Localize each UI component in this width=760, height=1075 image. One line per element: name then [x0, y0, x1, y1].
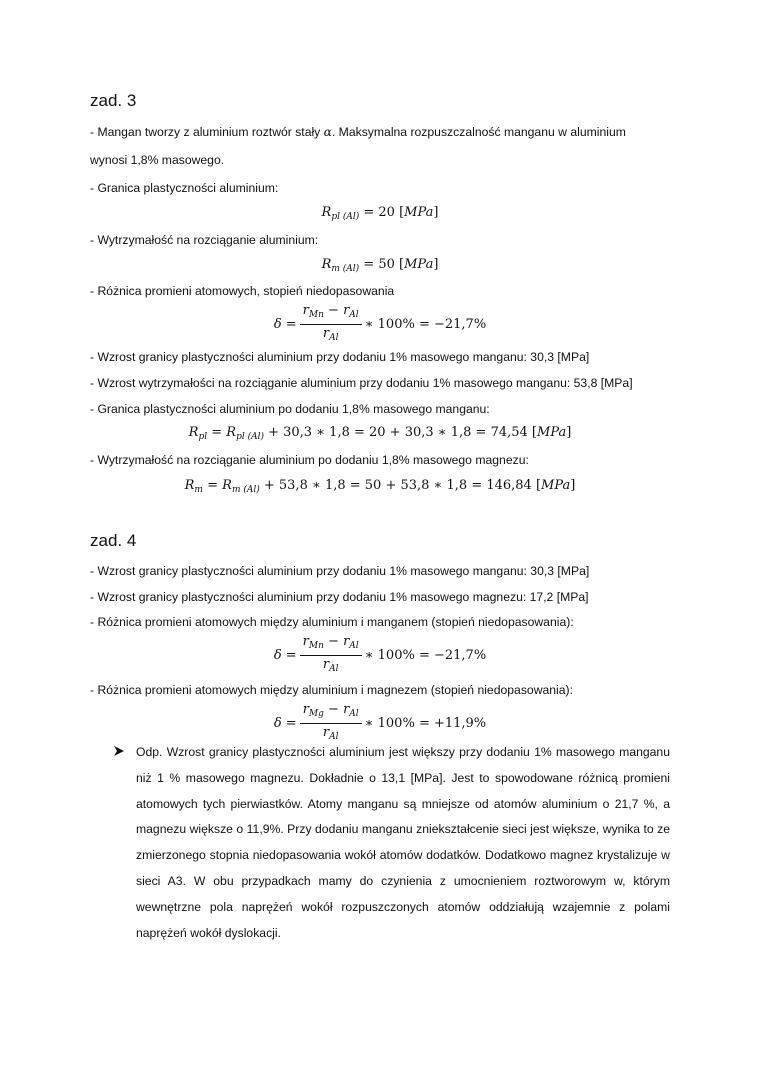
r-symbol: r: [302, 303, 309, 318]
r-symbol: r: [322, 657, 330, 672]
minus-sign: −: [323, 303, 344, 318]
zad4-line-3: - Różnica promieni atomowych między aluminium i manganem (stopień niedopasowania):: [90, 615, 574, 629]
fraction: [300, 303, 362, 346]
zad3-line-8: - Granica plastyczności aluminium po dodaniu 1,8% masowego manganu:: [90, 402, 490, 416]
fraction-denominator: [320, 325, 342, 346]
minus-sign: −: [323, 634, 344, 649]
r-symbol: r: [343, 634, 350, 649]
eq-symbol: R: [226, 425, 237, 440]
zad4-line-2: - Wzrost granicy plastyczności aluminium przy dodaniu 1% masowego magnezu: 17,2 [MPa]: [90, 590, 589, 604]
r-subscript: Al: [349, 310, 359, 320]
equation-delta-mg: [0, 702, 760, 745]
fraction-numerator: [300, 634, 362, 656]
eq-end: ]: [433, 257, 439, 272]
eq-subscript: m (Al): [331, 264, 360, 274]
eq-rhs: ∗ 100% = +11,9%: [364, 716, 487, 731]
equation-delta-mn: [0, 634, 760, 677]
eq-lhs: δ =: [273, 648, 297, 663]
fraction: [300, 634, 362, 677]
eq-symbol: R: [321, 205, 332, 220]
r-subscript: Al: [349, 641, 359, 651]
r-subscript: Al: [329, 732, 339, 742]
eq-equals: =: [202, 478, 223, 493]
r-subscript: Al: [329, 664, 339, 674]
eq-symbol: R: [222, 478, 232, 493]
r-subscript: Al: [329, 333, 339, 343]
zad4-heading: zad. 4: [90, 531, 137, 550]
eq-unit: MPa: [537, 425, 567, 440]
eq-end: ]: [570, 478, 576, 493]
eq-lhs: δ =: [273, 317, 297, 332]
eq-unit: MPa: [404, 257, 434, 272]
r-symbol: r: [302, 634, 309, 649]
zad3-line-2: wynosi 1,8% masowego.: [90, 153, 225, 167]
eq-equals: =: [207, 425, 227, 440]
eq-lhs: δ =: [273, 716, 297, 731]
zad3-line-3: - Granica plastyczności aluminium:: [90, 181, 279, 195]
r-subscript: Mn: [308, 310, 324, 320]
r-subscript: Mg: [308, 709, 324, 719]
fraction-numerator: [300, 303, 362, 325]
zad3-line-1b: . Maksymalna rozpuszczalność manganu w aluminium: [331, 125, 626, 139]
zad3-line-1: [90, 125, 626, 139]
eq-unit: MPa: [404, 205, 434, 220]
fraction-numerator: [300, 702, 362, 724]
eq-subscript: pl: [198, 432, 208, 442]
eq-subscript: pl (Al): [331, 212, 360, 222]
r-symbol: r: [343, 303, 350, 318]
r-symbol: r: [302, 702, 309, 717]
eq-subscript: m: [194, 485, 203, 495]
zad3-line-6: - Wzrost granicy plastyczności aluminium przy dodaniu 1% masowego manganu: 30,3 [MPa]: [90, 350, 590, 364]
zad3-line-9: - Wytrzymałość na rozciąganie aluminium po dodaniu 1,8% masowego magnezu:: [90, 453, 529, 467]
equation-rm: [0, 257, 760, 274]
fraction: [300, 702, 362, 745]
eq-rhs: ∗ 100% = −21,7%: [364, 648, 487, 663]
zad3-heading: zad. 3: [90, 91, 137, 110]
fraction-denominator: [320, 656, 342, 677]
eq-rhs: ∗ 100% = −21,7%: [364, 317, 487, 332]
eq-subscript: m (Al): [231, 485, 260, 495]
r-symbol: r: [343, 702, 350, 717]
eq-rhs: = 50 [: [359, 257, 405, 272]
zad4-line-1: - Wzrost granicy plastyczności aluminium przy dodaniu 1% masowego manganu: 30,3 [MPa]: [90, 564, 590, 578]
r-subscript: Al: [349, 709, 359, 719]
equation-rpl-total: [0, 425, 760, 442]
alpha-symbol: α: [323, 125, 332, 139]
eq-symbol: R: [184, 478, 195, 493]
zad3-line-1a: - Mangan tworzy z aluminium roztwór stały: [90, 125, 324, 139]
equation-delta-zad3: [0, 303, 760, 346]
eq-end: ]: [433, 205, 439, 220]
zad3-line-4: - Wytrzymałość na rozciąganie aluminium:: [90, 233, 319, 247]
r-symbol: r: [322, 725, 330, 740]
eq-end: ]: [566, 425, 572, 440]
eq-rhs: = 20 [: [359, 205, 405, 220]
eq-symbol: R: [321, 257, 332, 272]
eq-subscript: pl (Al): [236, 432, 264, 442]
eq-rhs: + 30,3 ∗ 1,8 = 20 + 30,3 ∗ 1,8 = 74,54 [: [263, 425, 538, 440]
eq-unit: MPa: [541, 478, 571, 493]
eq-symbol: R: [188, 425, 199, 440]
answer-paragraph: Odp. Wzrost granicy plastyczności aluminium jest większy przy dodaniu 1% masowego manganu niż 1 % masowego magnezu. Dokładnie o 13,1 [MPa]. Jest to spowodowane różnicą promieni atomowych tych pierwiastków. Atomy manganu są mniejsze od atomów aluminium o 21,7 %, a magnezu większe o 11,9%. Przy dodaniu manganu zniekształcenie sieci jest większe, wynika to ze zmierzonego stopnia niedopasowania wokół atomów dodatków. Dodatkowo magnez krystalizuje w sieci A3. W obu przypadkach mamy do czynienia z umocnieniem roztworowym w, którym wewnętrzne pola naprężeń wokół rozpuszczonych atomów oddziałują wzajemnie z polami naprężeń wokół dyslokacji.: [136, 745, 670, 940]
equation-rpl: [0, 205, 760, 222]
minus-sign: −: [323, 702, 344, 717]
zad4-line-4: - Różnica promieni atomowych między aluminium i magnezem (stopień niedopasowania):: [90, 683, 573, 697]
r-subscript: Mn: [308, 641, 324, 651]
arrow-bullet-icon: [112, 744, 126, 761]
equation-rm-total: [0, 478, 760, 495]
r-symbol: r: [322, 326, 330, 341]
eq-rhs: + 53,8 ∗ 1,8 = 50 + 53,8 ∗ 1,8 = 146,84 [: [259, 478, 542, 493]
arrow-bullet-icon-svg: [112, 744, 126, 758]
zad3-line-5: - Różnica promieni atomowych, stopień niedopasowania: [90, 284, 395, 298]
zad3-line-7: - Wzrost wytrzymałości na rozciąganie aluminium przy dodaniu 1% masowego manganu: 53,8 [MPa]: [90, 376, 633, 390]
